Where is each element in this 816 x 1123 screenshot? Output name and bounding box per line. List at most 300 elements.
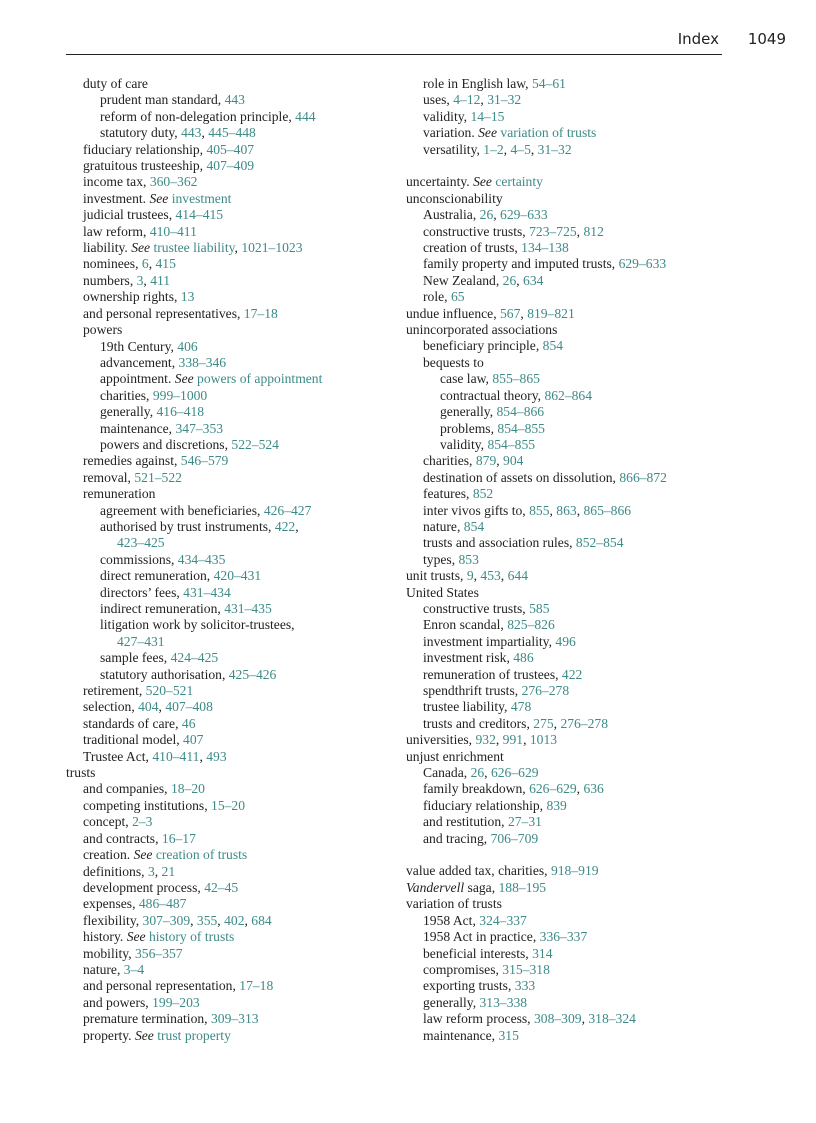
index-entry <box>406 437 736 453</box>
index-entry <box>406 716 736 732</box>
page-reference-link[interactable]: 411 <box>150 272 171 288</box>
entry-text: , <box>493 207 501 223</box>
index-entry <box>406 273 736 289</box>
page-reference-link[interactable]: 866–872 <box>619 469 667 485</box>
page-reference-link[interactable]: 629–633 <box>500 207 548 223</box>
entry-text: definitions, <box>83 863 148 879</box>
index-entry <box>66 781 396 797</box>
page-reference-link[interactable]: 932 <box>475 732 496 748</box>
entry-text: Enron scandal, <box>423 617 508 633</box>
index-entry <box>66 798 396 814</box>
page-reference-link[interactable]: certainty <box>495 174 543 190</box>
entry-text: bequests to <box>423 354 484 370</box>
page-reference-link[interactable]: 407–408 <box>165 699 213 715</box>
page-reference-link[interactable]: 31–32 <box>537 141 572 157</box>
page-reference-link[interactable]: 852–854 <box>575 535 624 551</box>
page-reference-link[interactable]: 333 <box>514 978 536 994</box>
entry-text: generally, <box>440 404 497 420</box>
entry-text: United States <box>406 584 479 600</box>
section-title: Index <box>677 30 720 48</box>
page-reference-link[interactable]: 410–411 <box>152 748 200 764</box>
index-entry <box>406 880 736 896</box>
index-entry <box>406 535 736 551</box>
index-entry <box>406 781 736 797</box>
page-reference-link[interactable]: 496 <box>555 633 576 649</box>
entry-text: fiduciary relationship, <box>83 141 207 157</box>
entry-text: 19th Century, <box>100 338 178 354</box>
index-entry <box>66 486 396 502</box>
page-reference-link[interactable]: 706–709 <box>490 830 539 846</box>
entry-text: beneficiary principle, <box>423 338 543 354</box>
page-reference-link[interactable]: 854 <box>463 518 485 534</box>
page-reference-link[interactable]: variation of trusts <box>500 125 597 141</box>
page-reference-link[interactable]: 443 <box>181 125 202 141</box>
page-reference-link[interactable]: 276–278 <box>560 715 609 731</box>
entry-text: commissions, <box>100 551 178 567</box>
page-reference-link[interactable]: 486–487 <box>138 896 187 912</box>
page-reference-link[interactable]: 188–195 <box>498 879 547 895</box>
page-reference-link[interactable]: 415 <box>155 256 176 272</box>
index-entry <box>406 404 736 420</box>
index-entry <box>406 289 736 305</box>
entry-text: , <box>158 699 166 715</box>
index-entry <box>406 224 736 240</box>
entry-text: law reform, <box>83 223 150 239</box>
page-reference-link[interactable]: 308–309 <box>533 1011 582 1027</box>
entry-text: , <box>581 1011 589 1027</box>
page-reference-link[interactable]: 812 <box>583 223 604 239</box>
index-entry <box>406 388 736 404</box>
entry-text: property. <box>83 1027 135 1043</box>
entry-text: New Zealand, <box>423 272 503 288</box>
page-reference-link[interactable]: creation of trusts <box>155 847 248 863</box>
page-reference-link[interactable]: 404 <box>138 699 159 715</box>
page-reference-link[interactable]: 420–431 <box>213 568 262 584</box>
page-reference-link[interactable]: 626–629 <box>490 765 539 781</box>
index-entry <box>66 191 396 207</box>
page-reference-link[interactable]: 427–431 <box>117 633 165 649</box>
entry-text: investment impartiality, <box>423 633 556 649</box>
page-reference-link[interactable]: 626–629 <box>529 781 577 797</box>
page-reference-link[interactable]: 199–203 <box>152 994 200 1010</box>
index-entry <box>66 306 396 322</box>
index-entry <box>66 995 396 1011</box>
page-reference-link[interactable]: 276–278 <box>521 683 570 699</box>
page-reference-link[interactable]: 3 <box>147 863 155 879</box>
entry-text: trusts and association rules, <box>423 535 576 551</box>
page-reference-link[interactable]: 424–425 <box>170 650 219 666</box>
entry-text: role, <box>423 289 451 305</box>
entry-text: destination of assets on dissolution, <box>423 469 620 485</box>
index-entry <box>406 1028 736 1044</box>
entry-text: removal, <box>83 469 135 485</box>
entry-text: liability. <box>83 240 132 256</box>
entry-text: , <box>523 732 530 748</box>
entry-text: duty of care <box>83 76 148 91</box>
page-reference-link[interactable]: 853 <box>458 551 479 567</box>
page-reference-link[interactable]: 426–427 <box>263 502 312 518</box>
page-reference-link[interactable]: 855 <box>529 502 550 518</box>
entry-text: , <box>484 765 491 781</box>
page-reference-link[interactable]: 1–2 <box>483 141 504 157</box>
page-reference-link[interactable]: 54–61 <box>531 76 566 91</box>
index-entry <box>66 1028 396 1044</box>
entry-text: , <box>576 502 584 518</box>
entry-text: and contracts, <box>83 830 162 846</box>
index-entry <box>66 667 396 683</box>
entry-text: traditional model, <box>83 732 184 748</box>
page-reference-link[interactable]: 355 <box>196 912 218 928</box>
index-entry <box>66 732 396 748</box>
page-reference-link[interactable]: 21 <box>161 863 176 879</box>
entry-text: case law, <box>440 371 493 387</box>
entry-text: 1958 Act in practice, <box>423 929 540 945</box>
index-entry <box>406 142 736 158</box>
page-reference-link[interactable]: 567 <box>500 305 521 321</box>
entry-text: , <box>154 863 162 879</box>
page-reference-link[interactable]: 422 <box>274 518 296 534</box>
index-entry <box>66 535 396 551</box>
page-reference-link[interactable]: 478 <box>510 699 532 715</box>
entry-text: nature, <box>83 961 124 977</box>
page-reference-link[interactable]: 854–855 <box>487 436 536 452</box>
index-entry <box>66 519 396 535</box>
entry-text: , <box>234 240 242 256</box>
page-reference-link[interactable]: 862–864 <box>544 387 593 403</box>
page-reference-link[interactable]: 4–12 <box>453 92 481 108</box>
page-reference-link[interactable]: 644 <box>507 568 528 584</box>
index-entry <box>406 749 736 765</box>
index-entry <box>406 946 736 962</box>
page-reference-link[interactable]: 15–20 <box>211 797 245 813</box>
page-reference-link[interactable]: history of trusts <box>148 929 235 945</box>
index-entry <box>66 1011 396 1027</box>
page-reference-link[interactable]: 347–353 <box>175 420 224 436</box>
entry-text: flexibility, <box>83 912 143 928</box>
index-entry <box>66 109 396 125</box>
page-reference-link[interactable]: 521–522 <box>134 469 182 485</box>
page-reference-link[interactable]: 486 <box>513 650 534 666</box>
entry-text: numbers, <box>83 272 137 288</box>
page-reference-link[interactable]: 410–411 <box>149 223 197 239</box>
entry-text: expenses, <box>83 896 139 912</box>
page-reference-link[interactable]: 26 <box>502 272 517 288</box>
page-reference-link[interactable]: 445–448 <box>208 125 256 141</box>
page-reference-link[interactable]: 999–1000 <box>152 387 208 403</box>
page-reference-link[interactable]: 425–426 <box>228 666 277 682</box>
entry-text: and powers, <box>83 994 153 1010</box>
page-reference-link[interactable]: 431–434 <box>183 584 231 600</box>
index-entry <box>66 929 396 945</box>
index-column-right <box>406 76 736 1044</box>
page-reference-link[interactable]: 13 <box>180 289 195 305</box>
index-entry <box>406 191 736 207</box>
index-entry <box>66 946 396 962</box>
entry-text: creation. <box>83 847 134 863</box>
entry-text: generally, <box>423 994 480 1010</box>
page-reference-link[interactable]: 27–31 <box>507 814 542 830</box>
page-reference-link[interactable]: 863 <box>556 502 577 518</box>
index-entry <box>406 896 736 912</box>
page-reference-link[interactable]: 14–15 <box>470 108 505 124</box>
page-reference-link[interactable]: 684 <box>251 912 272 928</box>
entry-text: trusts <box>66 765 96 781</box>
index-entry <box>406 240 736 256</box>
page-reference-link[interactable]: 17–18 <box>243 305 278 321</box>
page-reference-link[interactable]: 3–4 <box>123 961 145 977</box>
page-reference-link[interactable]: 422 <box>561 666 583 682</box>
index-entry <box>406 978 736 994</box>
page-reference-link[interactable]: 918–919 <box>550 863 599 879</box>
index-entry <box>406 256 736 272</box>
page-reference-link[interactable]: 585 <box>529 600 550 616</box>
header-rule <box>66 54 722 55</box>
page-reference-link[interactable]: 854–855 <box>497 420 545 436</box>
entry-text: and companies, <box>83 781 171 797</box>
page-reference-link[interactable]: 18–20 <box>170 781 205 797</box>
index-entry <box>66 568 396 584</box>
index-entry <box>66 273 396 289</box>
entry-text: gratuitous trusteeship, <box>83 158 207 174</box>
entry-text: , <box>576 223 584 239</box>
page-reference-link[interactable]: 2–3 <box>132 814 153 830</box>
entry-text: spendthrift trusts, <box>423 683 522 699</box>
italic-text: See <box>473 174 492 190</box>
entry-text: direct remuneration, <box>100 568 214 584</box>
index-entry <box>406 453 736 469</box>
entry-text: variation. <box>423 125 479 141</box>
index-entry <box>406 519 736 535</box>
entry-text: retirement, <box>83 683 146 699</box>
page-reference-link[interactable]: 629–633 <box>618 256 667 272</box>
index-entry <box>66 831 396 847</box>
entry-text: standards of care, <box>83 715 182 731</box>
page-reference-link[interactable]: 360–362 <box>149 174 198 190</box>
page-reference-link[interactable]: 309–313 <box>210 1011 259 1027</box>
index-entry <box>66 716 396 732</box>
index-entry <box>406 814 736 830</box>
page-reference-link[interactable]: 879 <box>475 453 497 469</box>
page-reference-link[interactable]: 134–138 <box>521 240 569 256</box>
entry-text: appointment. <box>100 371 175 387</box>
page-reference-link[interactable]: 854 <box>542 338 564 354</box>
index-entry <box>66 634 396 650</box>
index-entry <box>66 962 396 978</box>
index-entry <box>66 355 396 371</box>
index-entry <box>406 699 736 715</box>
page-reference-link[interactable]: 854–866 <box>496 404 545 420</box>
index-entry <box>406 338 736 354</box>
page-reference-link[interactable]: 493 <box>206 748 227 764</box>
entry-text: versatility, <box>423 141 484 157</box>
entry-text: , <box>553 715 561 731</box>
entry-text: , <box>576 781 584 797</box>
entry-text: reform of non-delegation principle, <box>100 108 296 124</box>
page-number: 1049 <box>747 30 786 48</box>
entry-text: powers and discretions, <box>100 436 232 452</box>
index-entry <box>66 371 396 387</box>
index-entry <box>406 421 736 437</box>
entry-text: , <box>516 272 524 288</box>
index-entry <box>406 765 736 781</box>
page-reference-link[interactable]: 315–318 <box>502 961 550 977</box>
page-reference-link[interactable]: 634 <box>523 272 544 288</box>
page-reference-link[interactable]: 520–521 <box>145 683 194 699</box>
index-spacer <box>406 158 736 174</box>
page-reference-link[interactable]: 314 <box>532 945 553 961</box>
italic-text: See <box>126 929 146 945</box>
page-reference-link[interactable]: 324–337 <box>479 912 527 928</box>
index-entry <box>406 929 736 945</box>
page-reference-link[interactable]: 636 <box>583 781 604 797</box>
page-reference-link[interactable]: 522–524 <box>231 436 279 452</box>
page-reference-link[interactable]: trust property <box>157 1027 231 1043</box>
entry-text: creation of trusts, <box>423 240 522 256</box>
page-reference-link[interactable]: 42–45 <box>204 879 239 895</box>
entry-text: and personal representation, <box>83 978 240 994</box>
index-entry <box>406 634 736 650</box>
entry-text: value added tax, charities, <box>406 863 551 879</box>
entry-text: unincorporated associations <box>406 322 558 338</box>
italic-text: See <box>149 190 169 206</box>
entry-text: selection, <box>83 699 139 715</box>
page-reference-link[interactable]: 65 <box>450 289 465 305</box>
index-entry <box>406 913 736 929</box>
page-reference-link[interactable]: 416–418 <box>156 404 205 420</box>
index-entry <box>406 503 736 519</box>
page-reference-link[interactable]: 307–309 <box>142 912 191 928</box>
index-entry <box>406 585 736 601</box>
page-reference-link[interactable]: 17–18 <box>239 978 274 994</box>
entry-text: , <box>520 305 528 321</box>
page-reference-link[interactable]: 31–32 <box>487 92 522 108</box>
page-reference-link[interactable]: 26 <box>470 765 485 781</box>
index-entry <box>406 732 736 748</box>
entry-text: charities, <box>100 387 153 403</box>
page-reference-link[interactable]: 546–579 <box>180 453 229 469</box>
page-reference-link[interactable]: 6 <box>141 256 149 272</box>
running-header <box>678 30 786 48</box>
entry-text: trusts and creditors, <box>423 715 534 731</box>
index-entry <box>66 388 396 404</box>
index-entry <box>406 962 736 978</box>
index-entry <box>406 831 736 847</box>
page-reference-link[interactable]: 904 <box>503 453 524 469</box>
page-reference-link[interactable]: 46 <box>181 715 196 731</box>
index-entry <box>406 995 736 1011</box>
page-reference-link[interactable]: 991 <box>502 732 524 748</box>
page-reference-link[interactable]: 825–826 <box>507 617 555 633</box>
index-entry <box>66 650 396 666</box>
page-reference-link[interactable]: 819–821 <box>527 305 575 321</box>
index-entry <box>66 224 396 240</box>
entry-text: judicial trustees, <box>83 207 176 223</box>
page-reference-link[interactable]: 318–324 <box>588 1011 636 1027</box>
page-reference-link[interactable]: 9 <box>466 568 474 584</box>
index-entry <box>66 240 396 256</box>
page-reference-link[interactable]: 4–5 <box>510 141 531 157</box>
entry-text: Australia, <box>423 207 480 223</box>
entry-text: development process, <box>83 879 205 895</box>
entry-text: , <box>530 141 538 157</box>
page-reference-link[interactable]: 407 <box>183 732 204 748</box>
page-reference-link[interactable]: 865–866 <box>583 502 632 518</box>
entry-text: 1958 Act, <box>423 912 480 928</box>
entry-text: undue influence, <box>406 305 500 321</box>
entry-text: competing institutions, <box>83 797 212 813</box>
entry-text: mobility, <box>83 945 135 961</box>
entry-text: uses, <box>423 92 454 108</box>
index-entry <box>66 617 396 633</box>
index-entry <box>406 207 736 223</box>
page-reference-link[interactable]: 852 <box>472 486 494 502</box>
entry-text: validity, <box>440 436 488 452</box>
index-entry <box>406 109 736 125</box>
page-reference-link[interactable]: trustee liability <box>153 240 235 256</box>
entry-text: saga, <box>464 879 499 895</box>
page-reference-link[interactable]: 356–357 <box>135 945 183 961</box>
index-entry <box>66 978 396 994</box>
entry-text: contractual theory, <box>440 387 545 403</box>
entry-text: directors’ fees, <box>100 584 184 600</box>
page-reference-link[interactable]: 1021–1023 <box>241 240 303 256</box>
page-reference-link[interactable]: 405–407 <box>206 141 255 157</box>
page-reference-link[interactable]: 443 <box>224 92 245 108</box>
entry-text: remuneration <box>83 486 156 502</box>
page-reference-link[interactable]: 444 <box>295 108 316 124</box>
page-reference-link[interactable]: 431–435 <box>224 601 272 616</box>
page-reference-link[interactable]: 839 <box>546 797 567 813</box>
page-reference-link[interactable]: 16–17 <box>161 830 196 846</box>
entry-text: fiduciary relationship, <box>423 797 547 813</box>
entry-text: , <box>549 502 557 518</box>
index-entry <box>66 699 396 715</box>
index-entry <box>406 306 736 322</box>
page-reference-link[interactable]: 402 <box>224 912 245 928</box>
page-reference-link[interactable]: 275 <box>533 715 554 731</box>
index-column-left <box>66 76 396 1044</box>
page-reference-link[interactable]: 3 <box>136 272 144 288</box>
index-entry <box>406 552 736 568</box>
page-reference-link[interactable]: 723–725 <box>529 223 577 239</box>
page-reference-link[interactable]: 313–338 <box>479 994 528 1010</box>
page-reference-link[interactable]: 453 <box>480 568 501 584</box>
index-entry <box>66 404 396 420</box>
entry-text: unit trusts, <box>406 568 467 584</box>
page-reference-link[interactable]: 855–865 <box>492 371 540 387</box>
entry-text: role in English law, <box>423 76 532 91</box>
page-reference-link[interactable]: 406 <box>177 338 198 354</box>
entry-text: Canada, <box>423 765 471 781</box>
entry-text: authorised by trust instruments, <box>100 518 275 534</box>
page-reference-link[interactable]: investment <box>171 190 232 206</box>
page-reference-link[interactable]: 338–346 <box>178 354 227 370</box>
entry-text: exporting trusts, <box>423 978 515 994</box>
page-reference-link[interactable]: 315 <box>498 1027 519 1043</box>
entry-text: unjust enrichment <box>406 748 504 764</box>
page-reference-link[interactable]: 1013 <box>529 732 558 748</box>
index-entry <box>66 322 396 338</box>
entry-text: , <box>190 912 197 928</box>
page-reference-link[interactable]: 414–415 <box>175 207 224 223</box>
page-reference-link[interactable]: 423–425 <box>117 535 165 551</box>
index-entry <box>66 880 396 896</box>
page-reference-link[interactable]: 26 <box>479 207 494 223</box>
page-reference-link[interactable]: 434–435 <box>177 551 226 567</box>
page-reference-link[interactable]: powers of appointment <box>197 371 323 387</box>
page-reference-link[interactable]: 407–409 <box>206 158 255 174</box>
page-reference-link[interactable]: 336–337 <box>539 929 588 945</box>
